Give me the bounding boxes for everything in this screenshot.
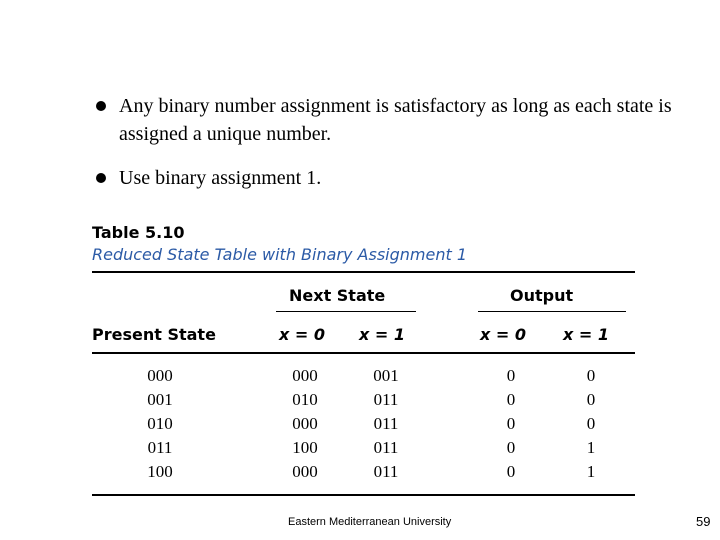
bullet-text: Any binary number assignment is satisfactory as long as each state is assigned a unique number. xyxy=(119,95,672,145)
output-x0-cell: 0 xyxy=(506,366,516,385)
table-header-rule xyxy=(92,352,635,354)
next-state-x1-cell: 011 xyxy=(373,390,399,409)
next-state-x0-header: x = 0 xyxy=(279,325,325,344)
output-x1-cell: 0 xyxy=(586,414,596,433)
output-x0-cell: 0 xyxy=(506,462,516,481)
next-state-header: Next State xyxy=(289,286,386,305)
bullet-dot-icon xyxy=(96,173,106,183)
output-x1-cell: 0 xyxy=(586,366,596,385)
next-state-x1-cell: 011 xyxy=(373,462,399,481)
output-x1-cell: 1 xyxy=(586,438,596,457)
table-title: Table 5.10 xyxy=(92,223,185,242)
table-caption: Reduced State Table with Binary Assignment 1 xyxy=(92,245,468,264)
output-x0-header: x = 0 xyxy=(480,325,526,344)
output-x0-cell: 0 xyxy=(506,438,516,457)
bullet-dot-icon xyxy=(96,101,106,111)
present-state-cell: 011 xyxy=(147,438,173,457)
bullet-list xyxy=(96,92,706,208)
present-state-cell: 010 xyxy=(147,414,173,433)
table-top-rule xyxy=(92,271,635,273)
present-state-cell: 001 xyxy=(147,390,173,409)
output-x1-cell: 1 xyxy=(586,462,596,481)
bullet-item xyxy=(96,164,706,192)
next-state-group-rule xyxy=(276,311,416,312)
bullet-item xyxy=(96,92,706,148)
bullet-text: Use binary assignment 1. xyxy=(119,167,322,189)
output-x0-cell: 0 xyxy=(506,390,516,409)
present-state-header: Present State xyxy=(92,325,216,344)
output-x0-cell: 0 xyxy=(506,414,516,433)
output-header: Output xyxy=(510,286,574,305)
next-state-x0-cell: 000 xyxy=(292,462,318,481)
next-state-x0-cell: 010 xyxy=(292,390,318,409)
next-state-x1-cell: 011 xyxy=(373,438,399,457)
present-state-cell: 000 xyxy=(147,366,173,385)
next-state-x0-cell: 000 xyxy=(292,366,318,385)
page-number: 59 xyxy=(696,514,711,529)
output-x1-cell: 0 xyxy=(586,390,596,409)
output-group-rule xyxy=(478,311,626,312)
present-state-cell: 100 xyxy=(147,462,173,481)
next-state-x1-cell: 001 xyxy=(373,366,399,385)
output-x1-header: x = 1 xyxy=(563,325,609,344)
next-state-x1-cell: 011 xyxy=(373,414,399,433)
table-bottom-rule xyxy=(92,494,635,496)
footer-text: Eastern Mediterranean University xyxy=(288,516,452,528)
next-state-x0-cell: 100 xyxy=(292,438,318,457)
next-state-x0-cell: 000 xyxy=(292,414,318,433)
next-state-x1-header: x = 1 xyxy=(359,325,405,344)
